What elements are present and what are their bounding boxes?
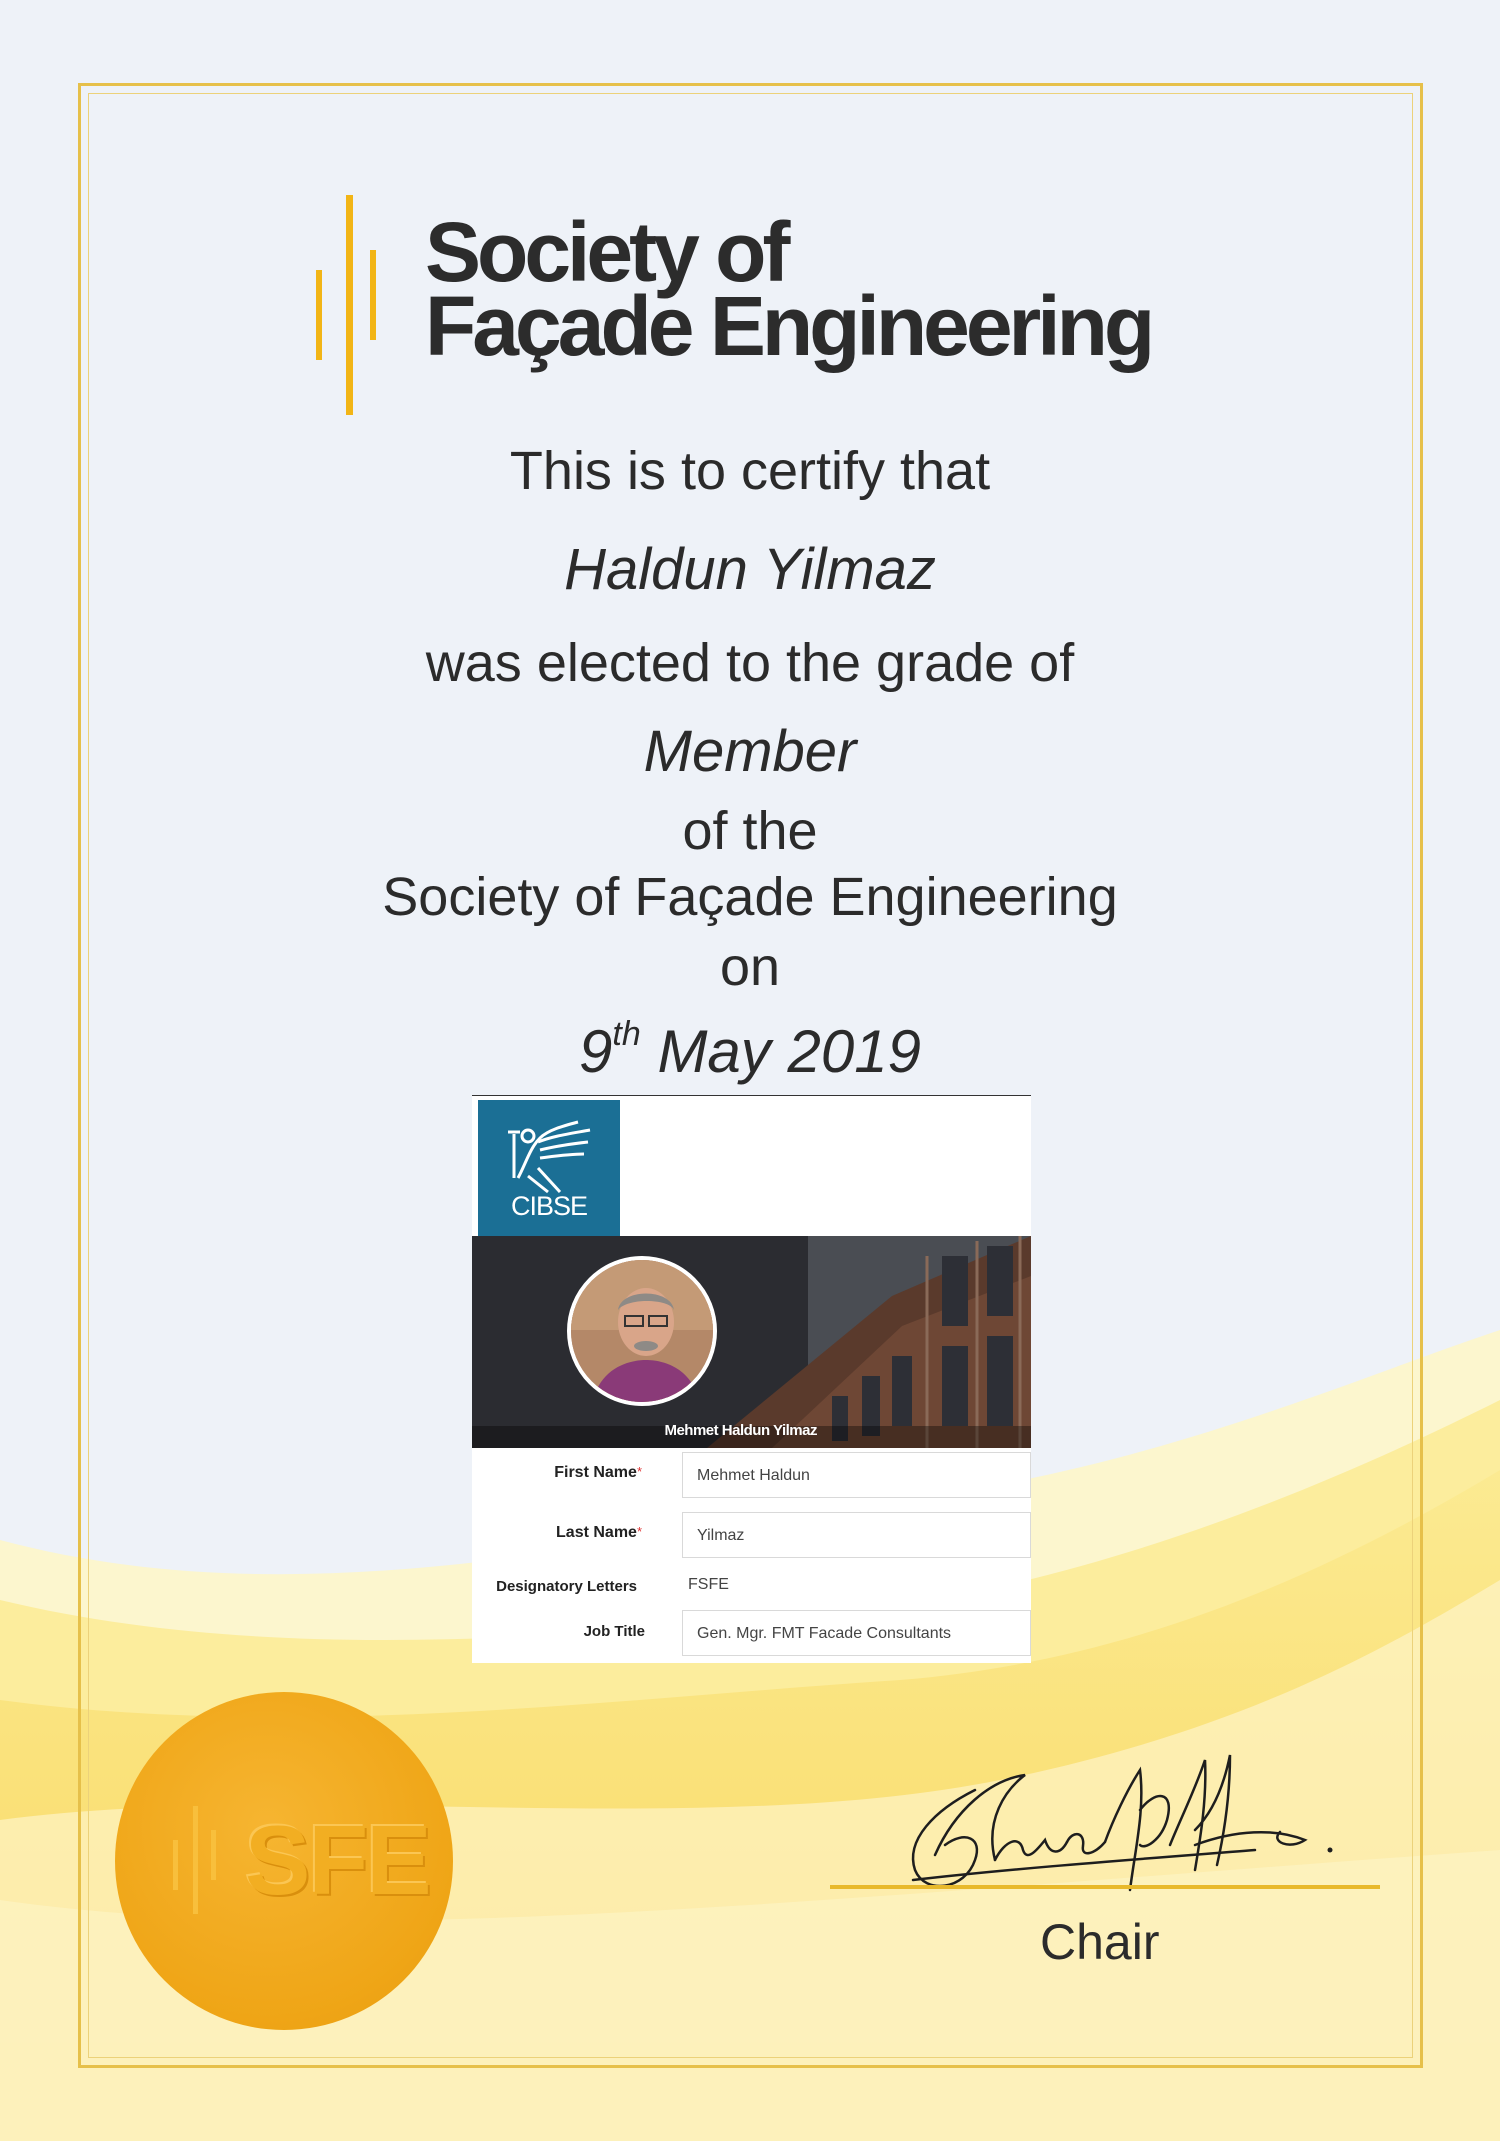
job-title-label: Job Title bbox=[583, 1623, 645, 1640]
job-title-field[interactable]: Gen. Mgr. FMT Facade Consultants bbox=[682, 1610, 1031, 1656]
elected-text: was elected to the grade of bbox=[425, 633, 1075, 693]
signature-line bbox=[830, 1885, 1380, 1889]
on-text: on bbox=[719, 937, 781, 997]
cibse-profile-card bbox=[472, 1095, 1031, 1663]
designatory-letters-value: FSFE bbox=[688, 1576, 729, 1593]
profile-banner bbox=[472, 1236, 1031, 1448]
society-name: Society of Façade Engineering bbox=[382, 867, 1118, 927]
sfe-logo-bars-icon bbox=[310, 190, 380, 420]
logo-line-2: Façade Engineering bbox=[425, 279, 1152, 373]
election-date bbox=[250, 1017, 1250, 1086]
certify-text: This is to certify that bbox=[509, 441, 991, 501]
required-marker: * bbox=[636, 1464, 642, 1479]
profile-avatar bbox=[567, 1256, 717, 1406]
last-name-label bbox=[472, 1524, 642, 1542]
date-suffix: th bbox=[612, 1015, 641, 1053]
sfe-embossed-seal bbox=[115, 1692, 453, 2030]
cibse-logo-text: CIBSE bbox=[510, 1191, 588, 1221]
profile-display-name: Mehmet Haldun Yilmaz bbox=[664, 1422, 817, 1439]
society-logo-text bbox=[425, 205, 1225, 373]
of-the-text: of the bbox=[682, 801, 818, 861]
signatory-title: Chair bbox=[1040, 1914, 1160, 1970]
date-day: 9 bbox=[579, 1018, 613, 1085]
seal-text: SFE bbox=[245, 1805, 430, 1915]
membership-grade: Member bbox=[643, 719, 857, 784]
last-name-field[interactable]: Yilmaz bbox=[682, 1512, 1031, 1558]
required-marker: * bbox=[636, 1524, 642, 1539]
first-name-label bbox=[472, 1464, 642, 1482]
logo-line-1: Society of bbox=[425, 205, 787, 299]
designatory-letters-label: Designatory Letters bbox=[496, 1578, 637, 1595]
first-name-field[interactable]: Mehmet Haldun bbox=[682, 1452, 1031, 1498]
first-name-label-text: First Name bbox=[554, 1464, 637, 1481]
recipient-name: Haldun Yilmaz bbox=[564, 537, 936, 602]
last-name-label-text: Last Name bbox=[556, 1524, 637, 1541]
chair-signature bbox=[895, 1750, 1335, 1915]
building-facade-image bbox=[472, 1236, 1031, 1448]
cibse-bird-icon bbox=[478, 1108, 620, 1198]
seal-logo-bars-icon bbox=[167, 1800, 227, 1920]
cibse-logo bbox=[478, 1100, 620, 1236]
date-month-year: May 2019 bbox=[657, 1018, 921, 1085]
